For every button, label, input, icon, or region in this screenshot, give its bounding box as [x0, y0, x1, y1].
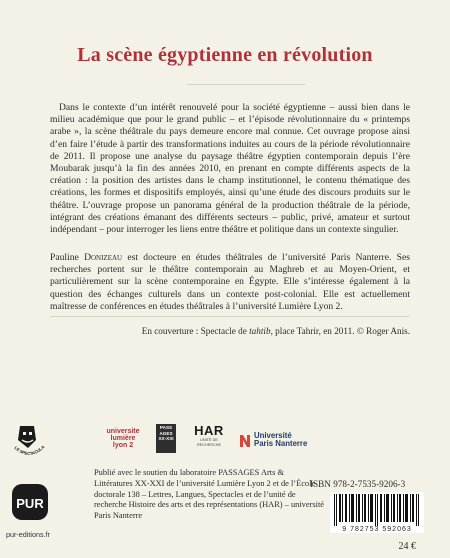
series-logo: [10, 422, 48, 467]
cover-credit-prefix: En couverture : Spectacle de: [141, 326, 250, 336]
price: 24 €: [398, 541, 416, 552]
lyon2-logo-line-2: lumière: [110, 435, 136, 442]
book-title: La scène égyptienne en révolution: [77, 44, 373, 66]
barcode-number: 9 782753 592063: [330, 526, 424, 533]
nanterre-mark-icon: [240, 435, 250, 447]
publisher-website: pur-editions.fr: [6, 530, 50, 539]
barcode: [330, 492, 424, 526]
passages-logo: [156, 424, 176, 453]
author-bio-text: est docteure en études théâtrales de l’université Paris Nanterre. Ses recherches portent sur le théâtre contemporain au Maghreb et au Moyen-Orient, et particulièrement sur la scène contemporaine en Égypte. Elle s’intéresse également à la question des échanges culturels dans un contexte post-colonial. Elle est actuellement maîtresse de conférences en études théâtrales à l’université Lumière Lyon 2.: [50, 252, 411, 312]
har-logo-mark: HAR: [194, 423, 224, 438]
lyon2-logo: [98, 428, 148, 449]
har-logo-caption: UNITÉ DE RECHERCHE: [196, 438, 222, 447]
har-logo: [188, 424, 230, 447]
cover-credit: [142, 326, 410, 336]
nanterre-logo-line-1: Université: [254, 431, 292, 440]
passages-logo-line-3: XX-XXI: [158, 436, 174, 441]
title-divider: [187, 84, 305, 85]
isbn: ISBN 978-2-7535-9206-3: [310, 479, 406, 489]
publisher-logo: [10, 482, 50, 522]
author-bio: [50, 252, 410, 313]
passages-logo-line-2: AGES: [159, 430, 173, 436]
cover-credit-work: tahtib: [249, 326, 271, 336]
publisher-note: Publié avec le soutien du laboratoire PASSAGES Arts & Littératures XX-XXI de l’université Lumière Lyon 2 et de l’École doctorale 138 – Lettres, Langues, Spectacles et de l’unité de recherche Histoire des arts et des représentations (HAR) – université Paris Nanterre: [94, 468, 324, 521]
barcode-bars-icon: [330, 492, 424, 526]
partner-logos: [98, 424, 328, 460]
pur-logo-text: PUR: [16, 496, 44, 511]
series-logo-text: LE SPECTACULA: [13, 444, 46, 457]
passages-logo-line-1: PASS: [159, 425, 173, 430]
bio-divider: [50, 316, 410, 317]
nanterre-logo: [240, 432, 332, 452]
lyon2-logo-line-1: universite: [106, 428, 140, 435]
cover-credit-suffix: , place Tahrir, en 2011. © Roger Anis.: [270, 326, 410, 336]
author-first-name: Pauline: [50, 252, 79, 263]
nanterre-logo-line-2: Paris Nanterre: [254, 439, 308, 449]
nanterre-logo-text: [254, 432, 307, 449]
pur-logo-icon: [10, 482, 50, 522]
series-mask-icon: [10, 422, 48, 462]
author-last-name: Donizeau: [84, 252, 123, 263]
book-summary: Dans le contexte d’un intérêt renouvelé pour la société égyptienne – aussi bien dans le milieu académique que pour le grand public – et l’épisode révolutionnaire du « printemps arabe », la scène théâtrale du pays demeure encore mal connue. Cet ouvrage propose ainsi d’en faire l’étude à partir des transformations induites au cours de la période révolutionnaire de 2011. Il propose une analyse du paysage théâtre égyptien contemporain depuis l’ère Moubarak jusqu’à la fin des années 2010, en prenant en compte différents aspects de la création : la position des artistes dans le champ institutionnel, le contenu thématique des créations, les formes et dispositifs employés, ainsi qu’une étude des discours produits sur le théâtre. L’ouvrage propose un panorama général de la production théâtrale de la période, intégrant des créations émanant des différents secteurs – public, privé, amateur et surtout indépendant – pour interroger les liens entre théâtre et politique dans un contexte singulier.: [50, 102, 410, 236]
lyon2-logo-line-3: lyon 2: [112, 442, 134, 449]
